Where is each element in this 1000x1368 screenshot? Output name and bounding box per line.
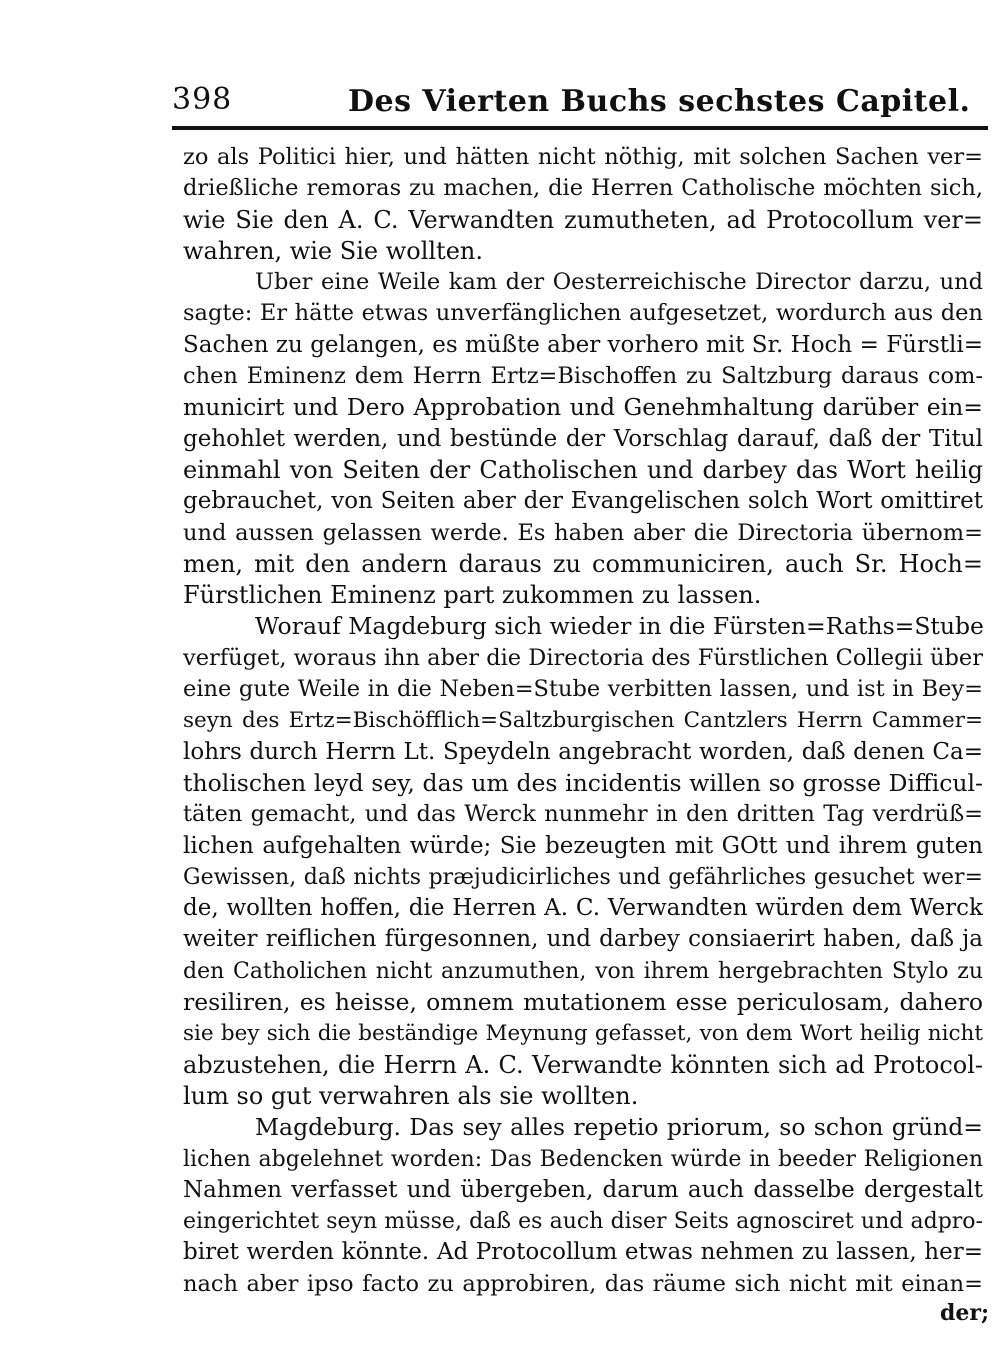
text-line: sie bey sich die beständige Meynung gefasset, von dem Wort heilig nicht xyxy=(183,1021,983,1047)
text-line: lichen aufgehalten würde; Sie bezeugten mit GOtt und ihrem guten xyxy=(183,832,983,859)
text-line: verfüget, woraus ihn aber die Directoria des Fürstlichen Collegii über xyxy=(183,644,983,671)
text-line: chen Eminenz dem Herrn Ertz=Bischoffen zu Saltzburg daraus com- xyxy=(183,363,983,390)
running-title: Des Vierten Buchs sechstes Capitel. xyxy=(348,84,971,119)
paragraph-first-line: Worauf Magdeburg sich wieder in die Fürsten=Raths=Stube xyxy=(255,612,984,641)
body-text xyxy=(183,142,983,1300)
text-line: nach aber ipso facto zu approbiren, das räume sich nicht mit einan= xyxy=(183,1270,983,1297)
text-line: lohrs durch Herrn Lt. Speydeln angebracht worden, daß denen Ca= xyxy=(183,738,983,765)
text-line: Fürstlichen Eminenz part zukommen zu lassen. xyxy=(183,581,762,610)
text-line: sagte: Er hätte etwas unverfänglichen aufgesetzet, wordurch aus den xyxy=(183,300,983,327)
text-line: eine gute Weile in die Neben=Stube verbitten lassen, und ist in Bey= xyxy=(183,676,983,703)
text-line: täten gemacht, und das Werck nunmehr in den dritten Tag verdrüß= xyxy=(183,801,983,828)
text-line: eingerichtet seyn müsse, daß es auch diser Seits agnosciret und adpro- xyxy=(183,1209,983,1235)
page-header xyxy=(172,82,988,126)
text-line: den Catholichen nicht anzumuthen, von ihrem hergebrachten Stylo zu xyxy=(183,958,983,984)
text-line: tholischen leyd sey, das um des incidentis willen so grosse Difficul- xyxy=(183,768,983,797)
text-line: men, mit den andern daraus zu communiciren, auch Sr. Hoch= xyxy=(183,549,983,578)
text-line: municirt und Dero Approbation und Genehmhaltung darüber ein= xyxy=(183,393,983,422)
paragraph-first-line: Uber eine Weile kam der Oesterreichische Director darzu, und xyxy=(255,269,983,296)
text-line: Nahmen verfasset und übergeben, darum auch dasselbe dergestalt xyxy=(183,1176,983,1203)
text-line: gebrauchet, von Seiten aber der Evangelischen solch Wort omittiret xyxy=(183,488,983,515)
text-line: zo als Politici hier, und hätten nicht nöthig, mit solchen Sachen ver= xyxy=(183,144,983,170)
catchword: der; xyxy=(940,1300,990,1326)
text-line: lichen abgelehnet worden: Das Bedencken würde in beeder Religionen xyxy=(183,1146,983,1172)
text-line: biret werden könnte. Ad Protocollum etwas nehmen zu lassen, her= xyxy=(183,1239,983,1266)
header-rule xyxy=(172,126,988,130)
text-line: abzustehen, die Herrn A. C. Verwandte könnten sich ad Protocol- xyxy=(183,1050,983,1079)
text-line: de, wollten hoffen, die Herren A. C. Verwandten würden dem Werck xyxy=(183,895,983,922)
text-line: Gewissen, daß nichts præjudicirliches und gefährliches gesuchet wer= xyxy=(183,864,983,890)
text-line: resiliren, es heisse, omnem mutationem esse periculosam, dahero xyxy=(183,988,983,1017)
text-line: Sachen zu gelangen, es müßte aber vorhero mit Sr. Hoch = Fürstli= xyxy=(183,331,983,358)
text-line: seyn des Ertz=Bischöfflich=Saltzburgischen Cantzlers Herrn Cammer= xyxy=(183,708,983,734)
page-number: 398 xyxy=(172,82,233,117)
text-line: wie Sie den A. C. Verwandten zumutheten, ad Protocollum ver= xyxy=(183,205,983,234)
text-line: und aussen gelassen werde. Es haben aber die Directoria übernom= xyxy=(183,519,983,546)
text-line: drießliche remoras zu machen, die Herren Catholische möchten sich, xyxy=(183,175,983,202)
text-line: lum so gut verwahren als sie wollten. xyxy=(183,1081,639,1110)
text-line: gehohlet werden, und bestünde der Vorschlag darauf, daß der Titul xyxy=(183,425,983,452)
paragraph-first-line: Magdeburg. Das sey alles repetio priorum, so schon gründ= xyxy=(255,1113,983,1142)
text-line: wahren, wie Sie wollten. xyxy=(183,236,483,265)
text-line: weiter reiflichen fürgesonnen, und darbey consiaerirt haben, daß ja xyxy=(183,926,983,953)
text-line: einmahl von Seiten der Catholischen und darbey das Wort heilig xyxy=(183,455,983,484)
